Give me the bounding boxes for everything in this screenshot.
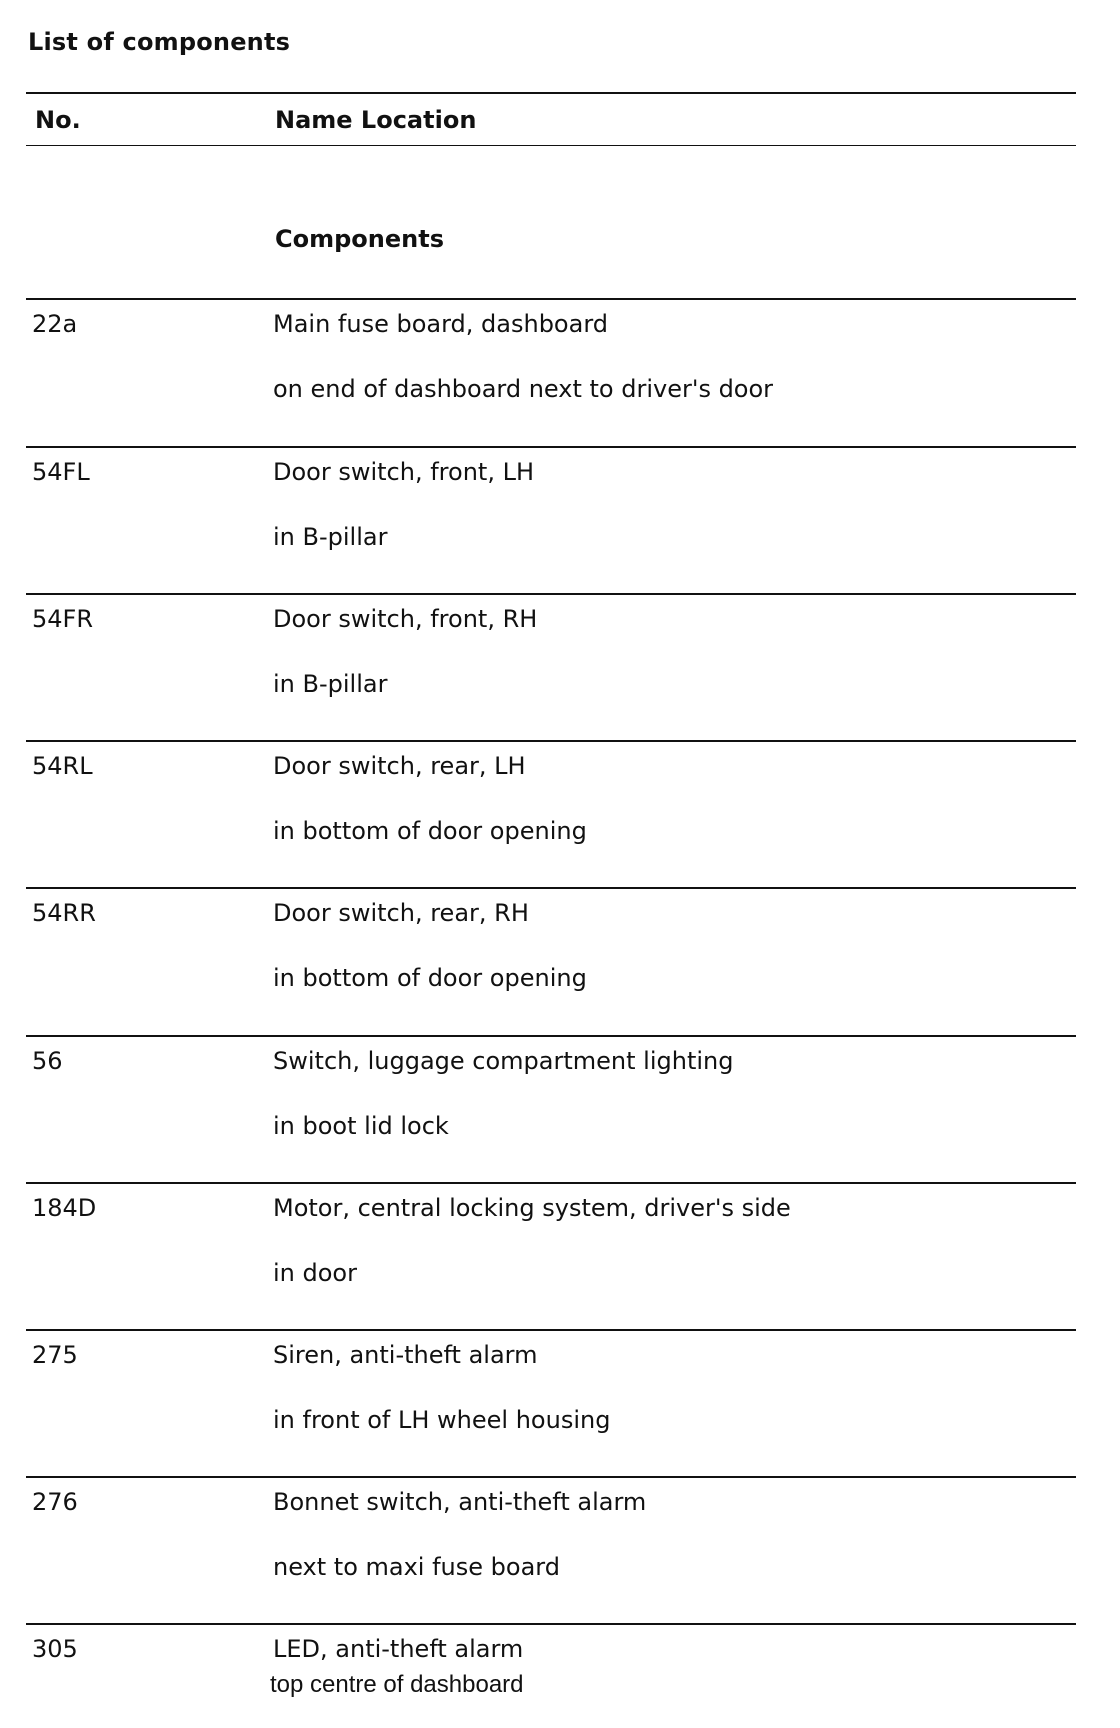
component-location: in front of LH wheel housing [273, 1406, 611, 1434]
component-number: 56 [32, 1047, 63, 1075]
component-location: in boot lid lock [273, 1112, 449, 1140]
row-divider [26, 1623, 1076, 1625]
column-header-no: No. [35, 106, 81, 134]
component-number: 22a [32, 310, 78, 338]
component-name: Bonnet switch, anti-theft alarm [273, 1488, 647, 1516]
component-name: LED, anti-theft alarm [273, 1635, 524, 1663]
section-heading: Components [275, 225, 444, 253]
component-number: 54RL [32, 752, 93, 780]
row-divider [26, 1035, 1076, 1037]
row-divider [26, 298, 1076, 300]
row-divider [26, 1329, 1076, 1331]
component-location: in bottom of door opening [273, 964, 587, 992]
row-divider [26, 593, 1076, 595]
component-name: Door switch, front, LH [273, 458, 534, 486]
component-number: 54FL [32, 458, 90, 486]
component-number: 275 [32, 1341, 78, 1369]
row-divider [26, 446, 1076, 448]
component-location: in door [273, 1259, 357, 1287]
component-name: Siren, anti-theft alarm [273, 1341, 538, 1369]
column-header-name-location: Name Location [275, 106, 477, 134]
component-name: Main fuse board, dashboard [273, 310, 609, 338]
component-name: Door switch, front, RH [273, 605, 538, 633]
component-number: 54RR [32, 899, 96, 927]
component-name: Door switch, rear, LH [273, 752, 526, 780]
component-location: in B-pillar [273, 523, 388, 551]
row-divider [26, 740, 1076, 742]
component-location: top centre of dashboard [270, 1671, 524, 1698]
row-divider [26, 1476, 1076, 1478]
component-name: Door switch, rear, RH [273, 899, 529, 927]
component-location: next to maxi fuse board [273, 1553, 560, 1581]
row-divider [26, 887, 1076, 889]
component-location: in B-pillar [273, 670, 388, 698]
page-title: List of components [28, 28, 291, 56]
component-name: Switch, luggage compartment lighting [273, 1047, 734, 1075]
component-number: 184D [32, 1194, 97, 1222]
row-divider [26, 1182, 1076, 1184]
component-number: 305 [32, 1635, 78, 1663]
component-number: 54FR [32, 605, 94, 633]
component-location: in bottom of door opening [273, 817, 587, 845]
component-number: 276 [32, 1488, 78, 1516]
component-name: Motor, central locking system, driver's side [273, 1194, 791, 1222]
component-location: on end of dashboard next to driver's door [273, 375, 774, 403]
